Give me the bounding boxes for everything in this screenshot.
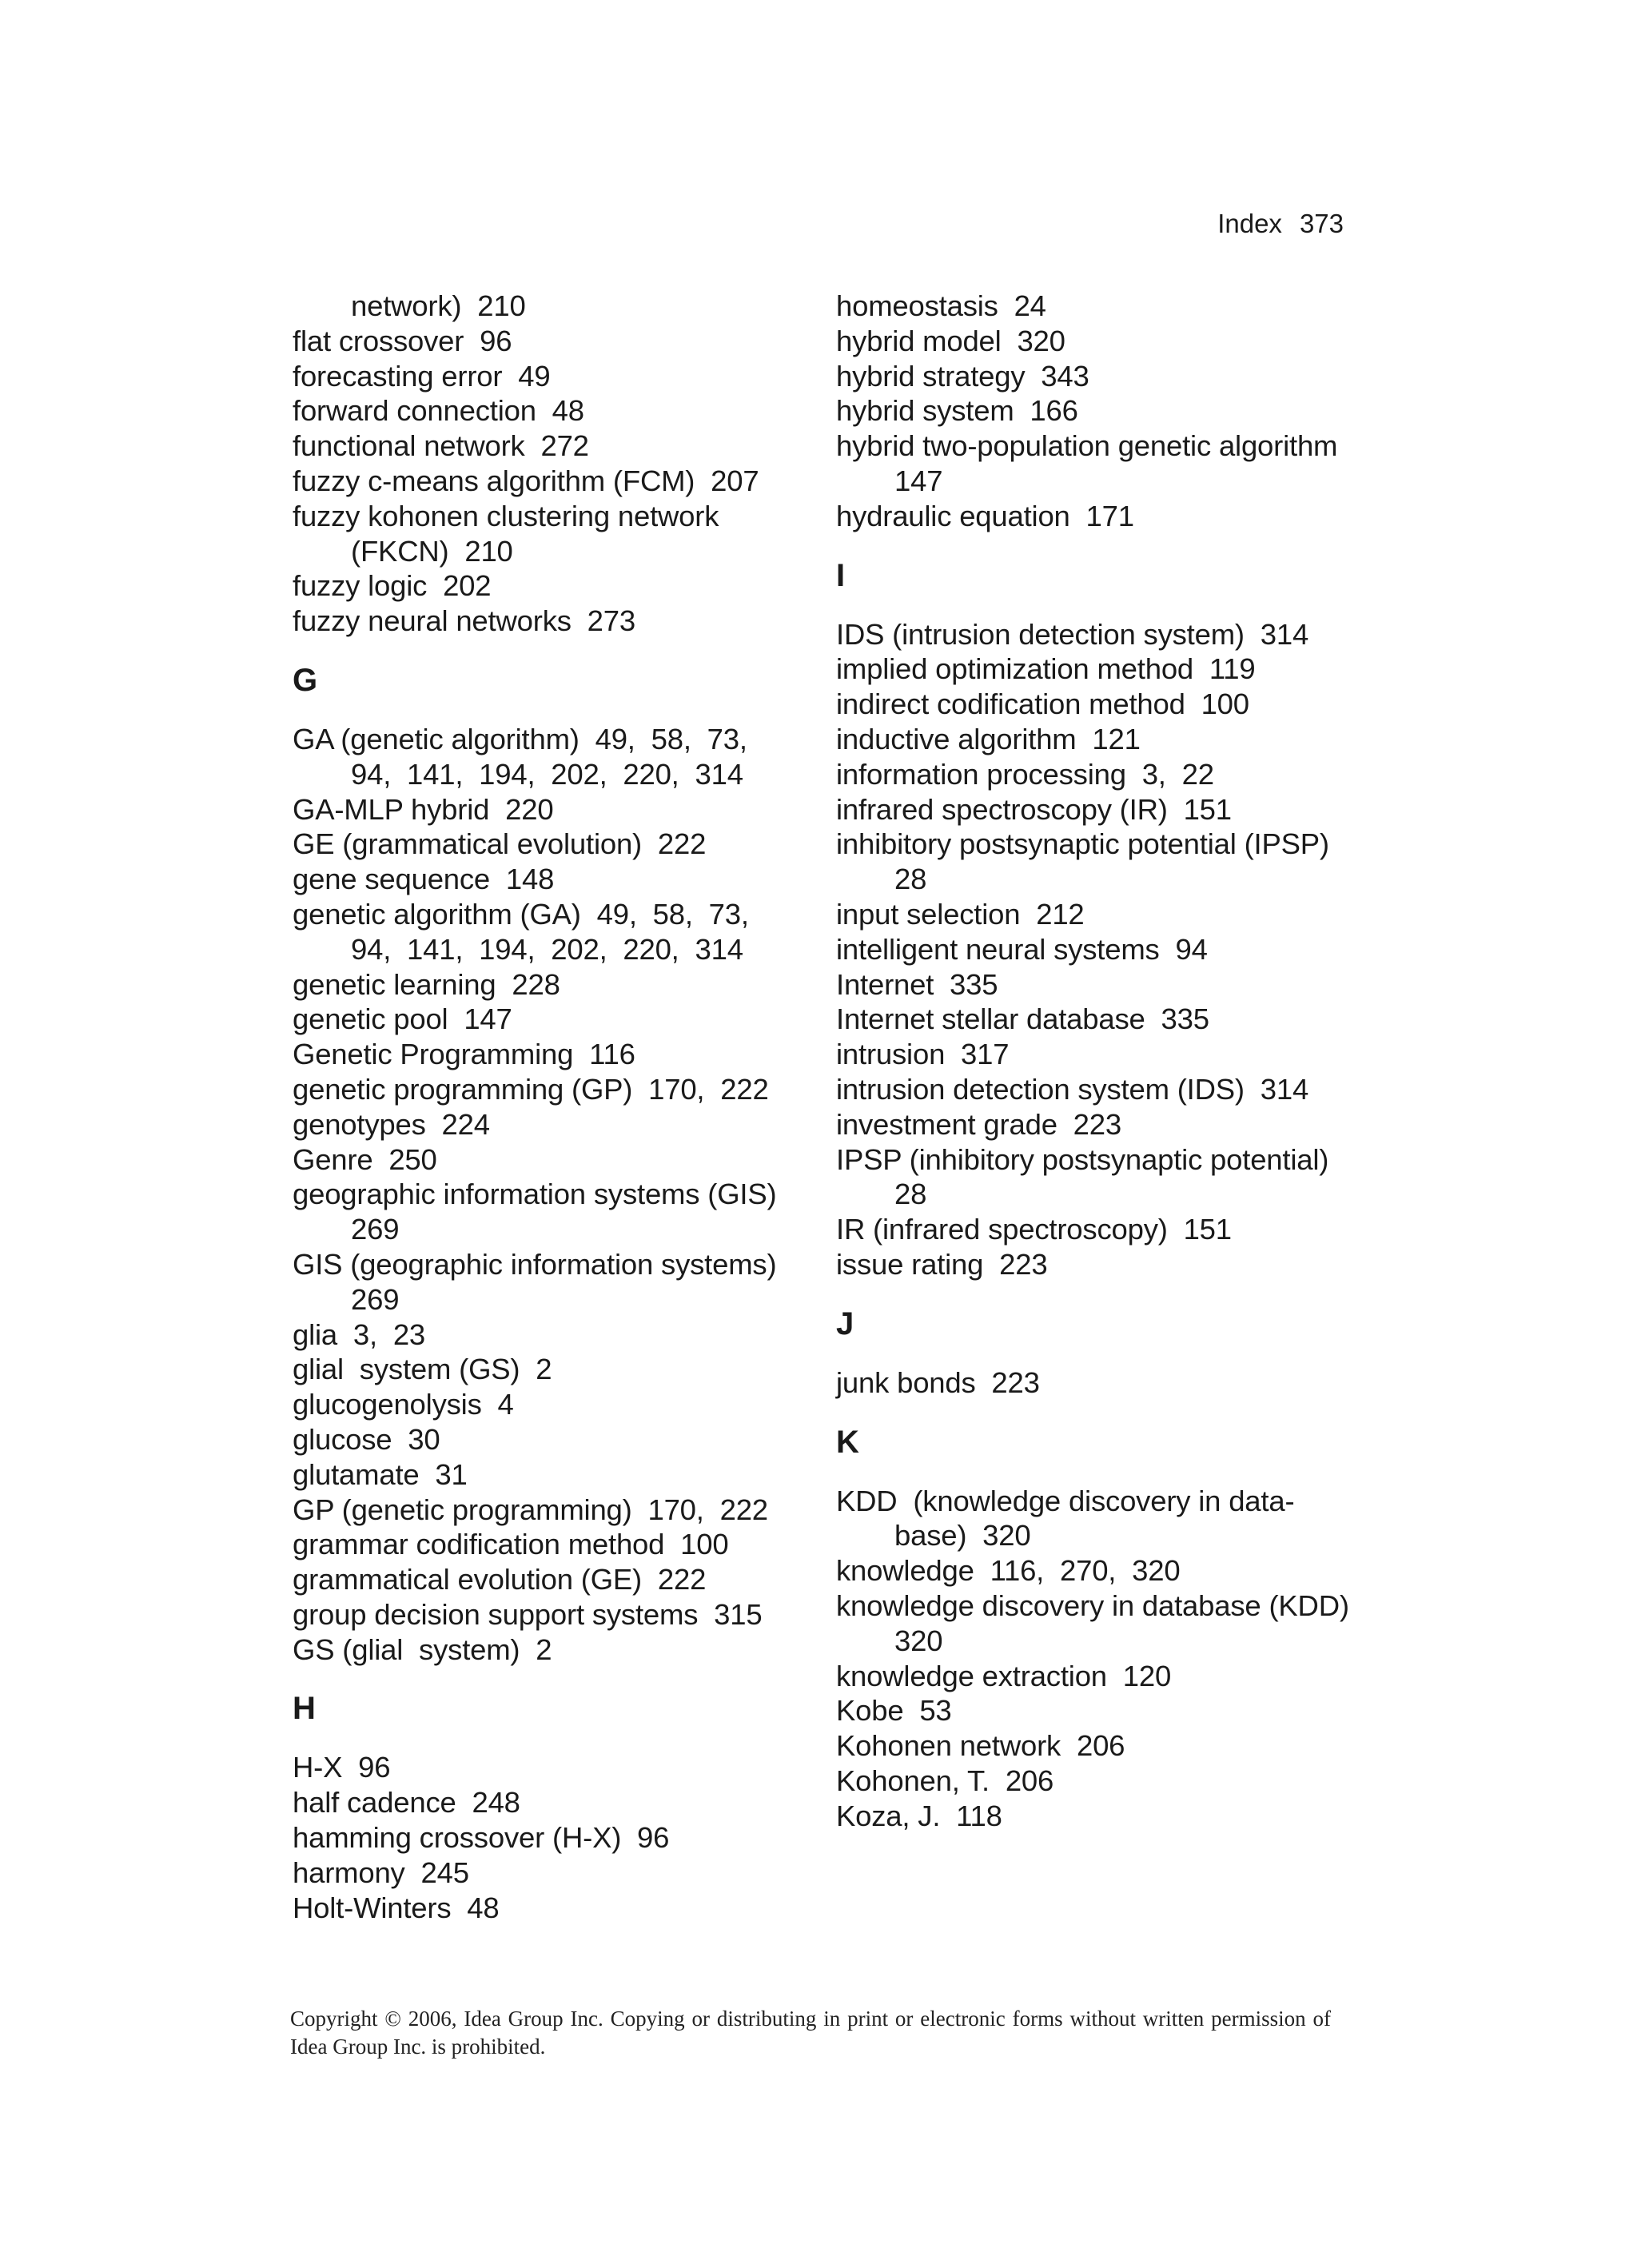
- index-entry: genetic learning 228: [293, 967, 560, 1001]
- index-entry: genetic programming (GP) 170, 222: [293, 1072, 769, 1106]
- index-entry: indirect codification method 100: [836, 688, 1249, 721]
- index-entry: group decision support systems 315: [293, 1597, 763, 1631]
- index-entry: implied optimization method 119: [836, 652, 1256, 686]
- index-entry: issue rating 223: [836, 1247, 1048, 1281]
- copyright-notice: Copyright © 2006, Idea Group Inc. Copying or distributing in print or electronic forms without written permission of Idea Group Inc. is prohibited.: [290, 2007, 1331, 2059]
- index-entry: network) 210: [351, 289, 526, 322]
- index-entry: Internet 335: [836, 967, 998, 1001]
- index-entry: KDD (knowledge discovery in data- base) 320: [836, 1484, 1295, 1553]
- index-entry: investment grade 223: [836, 1107, 1121, 1141]
- index-entry: glia 3, 23: [293, 1317, 426, 1351]
- index-entry: intelligent neural systems 94: [836, 932, 1208, 966]
- index-column-right: [836, 289, 1364, 1833]
- index-entry: fuzzy kohonen clustering network (FKCN) 210: [293, 499, 719, 568]
- index-entry: hybrid two-population genetic algorithm 147: [836, 429, 1338, 497]
- index-entry: inductive algorithm 121: [836, 722, 1141, 755]
- index-entry: GA-MLP hybrid 220: [293, 792, 554, 826]
- index-letter-heading: J: [836, 1305, 854, 1341]
- index-letter-heading: I: [836, 557, 845, 593]
- index-entry: knowledge 116, 270, 320: [836, 1554, 1181, 1588]
- index-entry: harmony 245: [293, 1855, 469, 1889]
- index-entry: glutamate 31: [293, 1457, 468, 1491]
- index-block-g: [293, 722, 804, 1668]
- running-head: [1217, 208, 1344, 240]
- index-entry: glial system (GS) 2: [293, 1353, 552, 1386]
- index-column-left: [293, 289, 804, 1925]
- index-entry: intrusion detection system (IDS) 314: [836, 1072, 1309, 1106]
- index-entry: GP (genetic programming) 170, 222: [293, 1493, 768, 1526]
- index-letter-heading: H: [293, 1691, 316, 1727]
- index-entry: Kohonen network 206: [836, 1729, 1125, 1763]
- index-entry: genetic pool 147: [293, 1002, 512, 1036]
- index-entry: junk bonds 223: [836, 1365, 1040, 1399]
- index-entry: knowledge extraction 120: [836, 1659, 1172, 1692]
- index-entry: fuzzy logic 202: [293, 569, 492, 603]
- index-entry: hybrid model 320: [836, 324, 1065, 357]
- index-entry: hamming crossover (H-X) 96: [293, 1821, 670, 1855]
- page-number: 373: [1299, 209, 1344, 238]
- index-entry: glucose 30: [293, 1422, 440, 1456]
- index-entry: glucogenolysis 4: [293, 1388, 514, 1421]
- index-entry: Kobe 53: [836, 1694, 952, 1728]
- index-entry: grammar codification method 100: [293, 1528, 729, 1561]
- index-entry: IR (infrared spectroscopy) 151: [836, 1213, 1232, 1246]
- index-entry: Kohonen, T. 206: [836, 1764, 1054, 1797]
- index-entry: GS (glial system) 2: [293, 1632, 552, 1666]
- index-block-f: [293, 289, 804, 639]
- index-entry: forward connection 48: [293, 394, 584, 428]
- index-block-j: [836, 1365, 1364, 1401]
- index-entry: genotypes 224: [293, 1107, 490, 1141]
- index-block-i: [836, 617, 1364, 1282]
- index-entry: Genetic Programming 116: [293, 1038, 635, 1071]
- index-letter-heading: K: [836, 1424, 859, 1460]
- index-entry: half cadence 248: [293, 1786, 520, 1820]
- index-entry: hybrid strategy 343: [836, 359, 1089, 393]
- index-entry: fuzzy c-means algorithm (FCM) 207: [293, 464, 759, 497]
- index-entry: hybrid system 166: [836, 394, 1078, 428]
- index-entry: fuzzy neural networks 273: [293, 604, 635, 638]
- index-entry: information processing 3, 22: [836, 757, 1214, 791]
- index-block-k: [836, 1484, 1364, 1834]
- index-letter-heading: G: [293, 662, 317, 698]
- index-block-h-continued: [836, 289, 1364, 534]
- running-head-section: Index: [1217, 209, 1282, 238]
- index-entry: inhibitory postsynaptic potential (IPSP) 28: [836, 827, 1329, 896]
- index-entry: IDS (intrusion detection system) 314: [836, 617, 1309, 651]
- index-entry: forecasting error 49: [293, 359, 551, 393]
- index-entry: infrared spectroscopy (IR) 151: [836, 792, 1232, 826]
- index-entry: gene sequence 148: [293, 863, 555, 896]
- index-entry: H-X 96: [293, 1751, 391, 1784]
- index-entry: homeostasis 24: [836, 289, 1046, 322]
- index-entry: flat crossover 96: [293, 324, 512, 357]
- index-block-h: [293, 1750, 804, 1925]
- index-entry: GE (grammatical evolution) 222: [293, 827, 707, 861]
- index-entry: IPSP (inhibitory postsynaptic potential) 28: [836, 1142, 1329, 1211]
- index-entry: knowledge discovery in database (KDD) 320: [836, 1588, 1349, 1657]
- index-entry: Holt-Winters 48: [293, 1891, 500, 1924]
- index-entry: hydraulic equation 171: [836, 499, 1134, 532]
- index-entry: input selection 212: [836, 897, 1085, 931]
- index-entry: grammatical evolution (GE) 222: [293, 1563, 707, 1596]
- index-entry: genetic algorithm (GA) 49, 58, 73, 94, 141, 194, 202, 220, 314: [293, 897, 749, 966]
- index-entry: Koza, J. 118: [836, 1799, 1002, 1832]
- index-entry: functional network 272: [293, 429, 589, 463]
- index-entry: Internet stellar database 335: [836, 1002, 1209, 1036]
- index-entry: GA (genetic algorithm) 49, 58, 73, 94, 141, 194, 202, 220, 314: [293, 722, 747, 791]
- index-entry: geographic information systems (GIS) 269: [293, 1178, 777, 1246]
- index-entry: intrusion 317: [836, 1038, 1010, 1071]
- index-entry: GIS (geographic information systems) 269: [293, 1247, 777, 1316]
- index-entry: Genre 250: [293, 1142, 437, 1176]
